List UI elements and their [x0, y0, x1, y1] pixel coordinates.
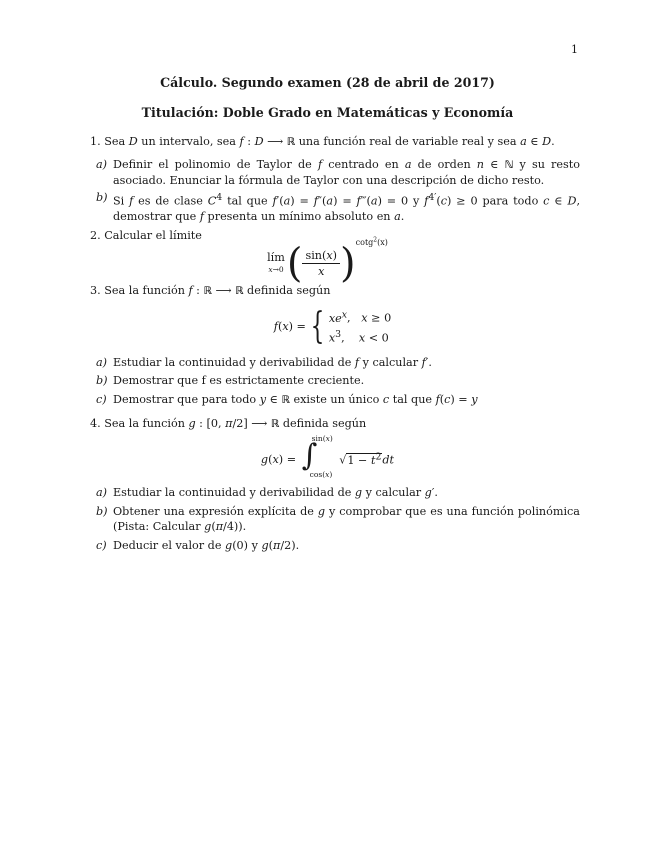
part-marker: b)	[96, 505, 108, 518]
problem-3-part-c: c) Demostrar que para todo y ∈ ℝ existe un único c tal que f(c) = y	[96, 393, 478, 406]
page-number: 1	[571, 43, 578, 56]
problem-number: 2.	[90, 229, 101, 242]
problem-3-part-b	[96, 373, 580, 388]
part-marker: c)	[96, 539, 107, 552]
exam-title: Cálculo. Segundo examen (28 de abril de 2017)	[160, 75, 495, 90]
part-marker: c)	[96, 393, 107, 406]
limit-equation: lím x→0 ( $\frac{\sin(x)}{x}$ )$^{cotg^2(x)}$	[267, 236, 388, 287]
problem-number: 3.	[90, 284, 101, 297]
problem-3-part-a: a) Estudiar la continuidad y derivabilidad de f y calcular f′.	[96, 356, 432, 369]
part-text: Demostrar que f es estrictamente creciente.	[113, 374, 365, 387]
piecewise-equation: f(x) = { $xe^x$, x ≥ 0 $x^3$, x < 0	[273, 305, 392, 347]
problem-1-part-b: b) Si f es de clase $C^4$ tal que f′(a) = f″(a) = f‴(a) = 0 y $f^{4'}(c) \ge 0$ para todo c ∈ D, demostrar que f presenta un mínimo absoluto en a.	[96, 191, 580, 223]
problem-text: Calcular el límite	[104, 229, 202, 242]
problem-3: 3. Sea la función f : ℝ ⟶ ℝ definida según	[90, 284, 331, 297]
problem-4-part-c: c) Deducir el valor de g(0) y g(π/2).	[96, 539, 300, 552]
degree-subtitle: Titulación: Doble Grado en Matemáticas y Economía	[141, 105, 514, 120]
problem-number: 1.	[90, 135, 101, 148]
problem-1-part-a: a) Definir el polinomio de Taylor de f centrado en a de orden n ∈ ℕ y su resto asociado. Enunciar la fórmula de Taylor con una descripción de dicho resto.	[96, 158, 580, 187]
problem-1: 1. Sea D un intervalo, sea f : D ⟶ ℝ una función real de variable real y sea a ∈ D.	[90, 135, 555, 148]
problem-number: 4.	[90, 417, 101, 430]
part-marker: a)	[96, 486, 108, 499]
part-marker: a)	[96, 158, 108, 171]
part-marker: b)	[96, 191, 108, 204]
integral-equation: g(x) = ∫ sin(x) cos(x) $√1 - t^2dt$	[260, 434, 395, 479]
problem-4-part-b: b) Obtener una expresión explícita de g y comprobar que es una función polinómica (Pista: Calcular g(π/4)).	[96, 505, 580, 533]
part-marker: a)	[96, 356, 108, 369]
problem-4-part-a: a) Estudiar la continuidad y derivabilidad de g y calcular g′.	[96, 486, 438, 499]
part-marker: b)	[96, 374, 108, 387]
problem-4: 4. Sea la función g : [0, π/2] ⟶ ℝ definida según	[90, 417, 367, 430]
